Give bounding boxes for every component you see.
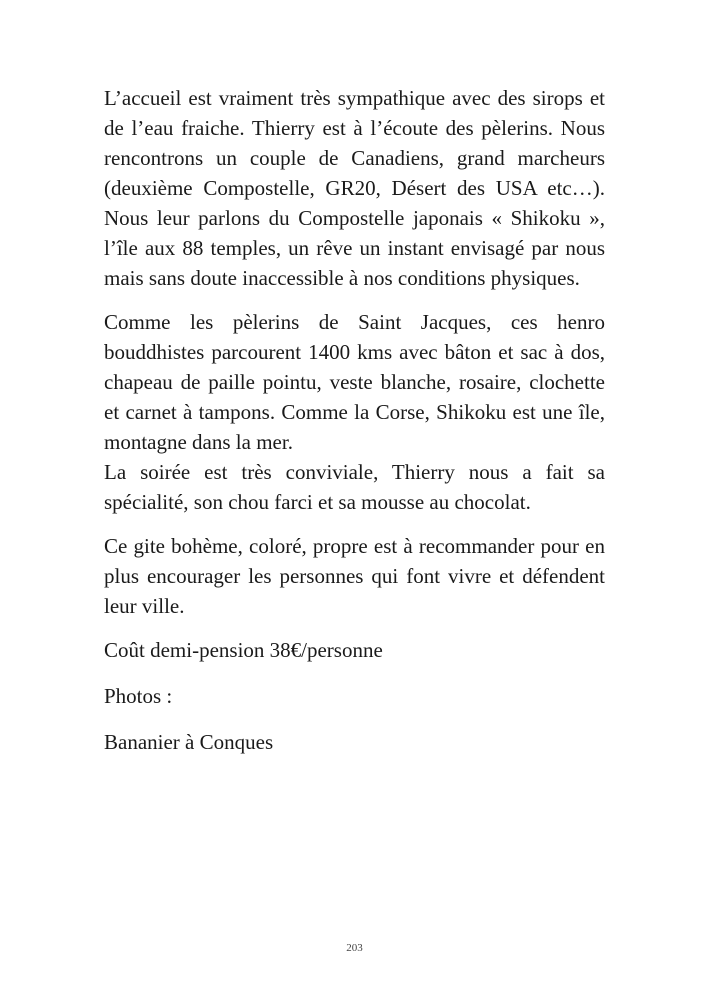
- body-text: [104, 83, 605, 773]
- page-number: 203: [346, 942, 363, 954]
- paragraph-welcome: L’accueil est vraiment très sympathique avec des sirops et de l’eau fraiche. Thierry est à l’écoute des pèlerins. Nous rencontrons un couple de Canadiens, grand marcheurs (deuxième Compostelle, GR20, Désert des USA etc…). Nous leur parlons du Compostelle japonais « Shikoku », l’île aux 88 temples, un rêve un instant envisagé par nous mais sans doute inaccessible à nos conditions physiques.: [104, 86, 605, 290]
- paragraph-henro: Comme les pèlerins de Saint Jacques, ces henro bouddhistes parcourent 1400 kms avec bâton et sac à dos, chapeau de paille pointu, veste blanche, rosaire, clochette et carnet à tampons. Comme la Corse, Shikoku est une île, montagne dans la mer.: [104, 310, 605, 454]
- paragraph-evening: La soirée est très conviviale, Thierry nous a fait sa spécialité, son chou farci et sa mousse au chocolat.: [104, 460, 605, 514]
- photos-label: Photos :: [104, 684, 173, 708]
- paragraph-recommendation: Ce gite bohème, coloré, propre est à recommander pour en plus encourager les personnes qui font vivre et défendent leur ville.: [104, 534, 605, 618]
- cost-line: Coût demi-pension 38€/personne: [104, 638, 383, 662]
- photo-caption: Bananier à Conques: [104, 730, 274, 754]
